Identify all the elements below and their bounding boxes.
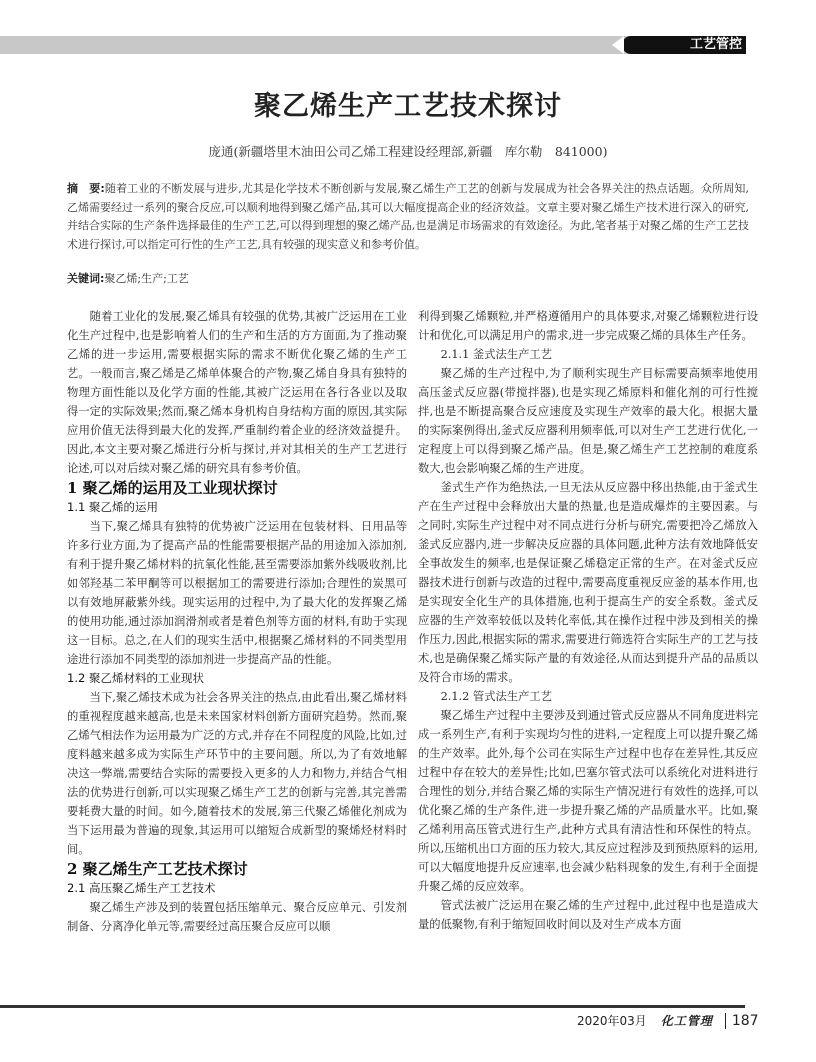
article-title: 聚乙烯生产工艺技术探讨 [254, 91, 562, 122]
heading-section-1: 1 聚乙烯的运用及工业现状探讨 [67, 479, 278, 497]
journal-logo: 化工管理 [660, 1014, 713, 1028]
keywords [67, 270, 189, 286]
heading-section-2-1-2: 2.1.2 管式法生产工艺 [440, 690, 553, 703]
paragraph-1-1: 当下,聚乙烯具有独特的优势被广泛运用在包装材料、日用品等许多行业方面,为了提高产品的性能需要根据产品的用途加入添加剂,有利于提升聚乙烯材料的抗氧化性能,甚至需要添加紫外线吸收剂,比如邻羟基二苯甲酮等可以根据加工的需要进行添加;合理性的炭黑可以有效地屏蔽紫外线。现实运用的过程中,为了最大化的发挥聚乙烯的使用功能,通过添加润滑剂或者是着色剂等方面的材料,有助于实现这一目标。总之,在人们的现实生活中,根据聚乙烯材料的不同类型用途进行添加不同类型的添加剂进一步提高产品的性能。 [67, 520, 407, 666]
footer-divider [725, 1013, 726, 1029]
body-column-right [418, 307, 758, 934]
page-footer [577, 1012, 759, 1029]
heading-section-2: 2 聚乙烯生产工艺技术探讨 [67, 860, 248, 878]
keywords-text: 聚乙烯;生产;工艺 [104, 272, 189, 285]
paragraph-intro: 随着工业化的发展,聚乙烯具有较强的优势,其被广泛运用在工业化生产过程中,也是影响着人们的生产和生活的方方面面,为了推动聚乙烯的进一步运用,需要根据实际的需求不断优化聚乙烯的生产工艺。一般而言,聚乙烯是乙烯单体聚合的产物,聚乙烯自身具有独特的物理方面性能以及化学方面的性能,其被广泛运用在各行各业以及取得一定的实际效果;然而,聚乙烯本身机构自身结构方面的原因,其实际应用价值无法得到最大化的发挥,严重制约着企业的经济效益提升。因此,本文主要对聚乙烯进行分析与探讨,并对其相关的生产工艺进行论述,可以对后续对聚乙烯的研究具有参考价值。 [67, 310, 407, 475]
heading-section-1-2: 1.2 聚乙烯材料的工业现状 [67, 671, 204, 685]
issue-date: 2020年03月 [577, 1014, 647, 1028]
abstract [67, 180, 749, 254]
paragraph-2-1-continued: 利得到聚乙烯颗粒,并严格遵循用户的具体要求,对聚乙烯颗粒进行设计和优化,可以满足用户的需求,进一步完成聚乙烯的具体生产任务。 [418, 310, 758, 342]
section-tag-label: 工艺管控 [689, 37, 742, 52]
footer-rule [0, 1005, 745, 1008]
paragraph-2-1-2-b: 管式法被广泛运用在聚乙烯的生产过程中,此过程中也是造成大量的低聚物,有利于缩短回收时间以及对生产成本方面 [418, 899, 758, 931]
keywords-label: 关键词: [67, 272, 105, 285]
abstract-text: 随着工业的不断发展与进步,尤其是化学技术不断创新与发展,聚乙烯生产工艺的创新与发展成为社会各界关注的热点话题。众所周知,乙烯需要经过一系列的聚合反应,可以顺利地得到聚乙烯产品,其可以大幅度提高企业的经济效益。文章主要对聚乙烯生产技术进行深入的研究,并结合实际的生产条件选择最佳的生产工艺,可以得到理想的聚乙烯产品,也是满足市场需求的有效途径。为此,笔者基于对聚乙烯的生产工艺技术进行探讨,可以指定可行性的生产工艺,具有较强的现实意义和参考价值。 [67, 182, 749, 251]
chevron-left-icon [612, 36, 624, 54]
paragraph-2-1: 聚乙烯生产涉及到的装置包括压缩单元、聚合反应单元、引发剂制备、分离净化单元等,需要经过高压聚合反应可以顺 [67, 901, 407, 933]
heading-section-2-1-1: 2.1.1 釜式法生产工艺 [440, 348, 553, 361]
paragraph-2-1-2-a: 聚乙烯生产过程中主要涉及到通过管式反应器从不同角度进料完成一系列生产,有利于实现均匀性的进料,一定程度上可以提升聚乙烯的生产效率。此外,每个公司在实际生产过程中也存在差异性,其反应过程中存在较大的差异性;比如,巴塞尔管式法可以系统化对进料进行合理性的划分,并结合聚乙烯的实际生产情况进行有效性的选择,可以优化聚乙烯的生产条件,进一步提升聚乙烯的产品质量水平。比如,聚乙烯利用高压管式进行生产,此种方式具有清洁性和环保性的特点。所以,压缩机出口方面的压力较大,其反应过程涉及到预热原料的运用,可以大幅度地提升反应速率,也会减少粘料现象的发生,有利于全面提升聚乙烯的反应效率。 [418, 709, 758, 893]
paragraph-2-1-1-b: 釜式生产作为绝热法,一旦无法从反应器中移出热能,由于釜式生产在生产过程中会释放出大量的热量,也是造成爆炸的主要因素。与之同时,实际生产过程中对不同点进行分析与研究,需要把冷乙烯放入釜式反应器内,进一步解决反应器的具体问题,此种方法有效地降低安全事故发生的频率,也是保证聚乙烯稳定正常的生产。在对釜式反应器技术进行创新与改造的过程中,需要高度重视反应釜的基本作用,也是实现安全化生产的具体措施,也利于提高生产的安全系数。釜式反应器的生产效率较低以及转化率低,其在操作过程中涉及到相关的操作压力,因此,根据实际的需求,需要进行筛选符合实际生产的工艺与技术,也是确保聚乙烯实际产量的有效途径,从而达到提升产品的品质以及符合市场的需求。 [418, 481, 758, 684]
abstract-label: 摘 要: [67, 182, 105, 195]
paragraph-1-2: 当下,聚乙烯技术成为社会各界关注的热点,由此看出,聚乙烯材料的重视程度越来越高,也是未来国家材料创新方面研究趋势。然而,聚乙烯气相法作为运用最为广泛的方式,并存在不同程度的风险,比如,过度料越来越多成为实际生产环节中的主要问题。所以,为了有效地解决这一弊端,需要结合实际的需要投入更多的人力和物力,并结合气相法的优势进行创新,可以实现聚乙烯生产工艺的创新与完善,其完善需要耗费大量的时间。如今,随着技术的发展,第三代聚乙烯催化剂成为当下运用最为普遍的现象,其运用可以缩短合成新型的聚烯烃材料时间。 [67, 691, 407, 856]
author-affiliation: 庞通(新疆塔里木油田公司乙烯工程建设经理部,新疆 库尔勒 841000) [208, 144, 608, 159]
heading-section-1-1: 1.1 聚乙烯的运用 [67, 500, 158, 514]
page-number: 187 [731, 1012, 759, 1029]
section-tag [612, 36, 746, 54]
heading-section-2-1: 2.1 高压聚乙烯生产工艺技术 [67, 881, 216, 895]
section-tag-background [622, 36, 746, 54]
header-bar [0, 36, 640, 54]
body-column-left [67, 307, 407, 936]
paragraph-2-1-1-a: 聚乙烯的生产过程中,为了顺利实现生产目标需要高频率地使用高压釜式反应器(带搅拌器),也是实现乙烯原料和催化剂的可行性搅拌,也是不断提高聚合反应速度及实现生产效率的最大化。根据大量的实际案例得出,釜式反应器利用频率低,可以对生产工艺进行优化,一定程度上可以得到聚乙烯产品。但是,聚乙烯生产工艺控制的难度系数大,也会影响聚乙烯的生产进度。 [418, 367, 758, 475]
